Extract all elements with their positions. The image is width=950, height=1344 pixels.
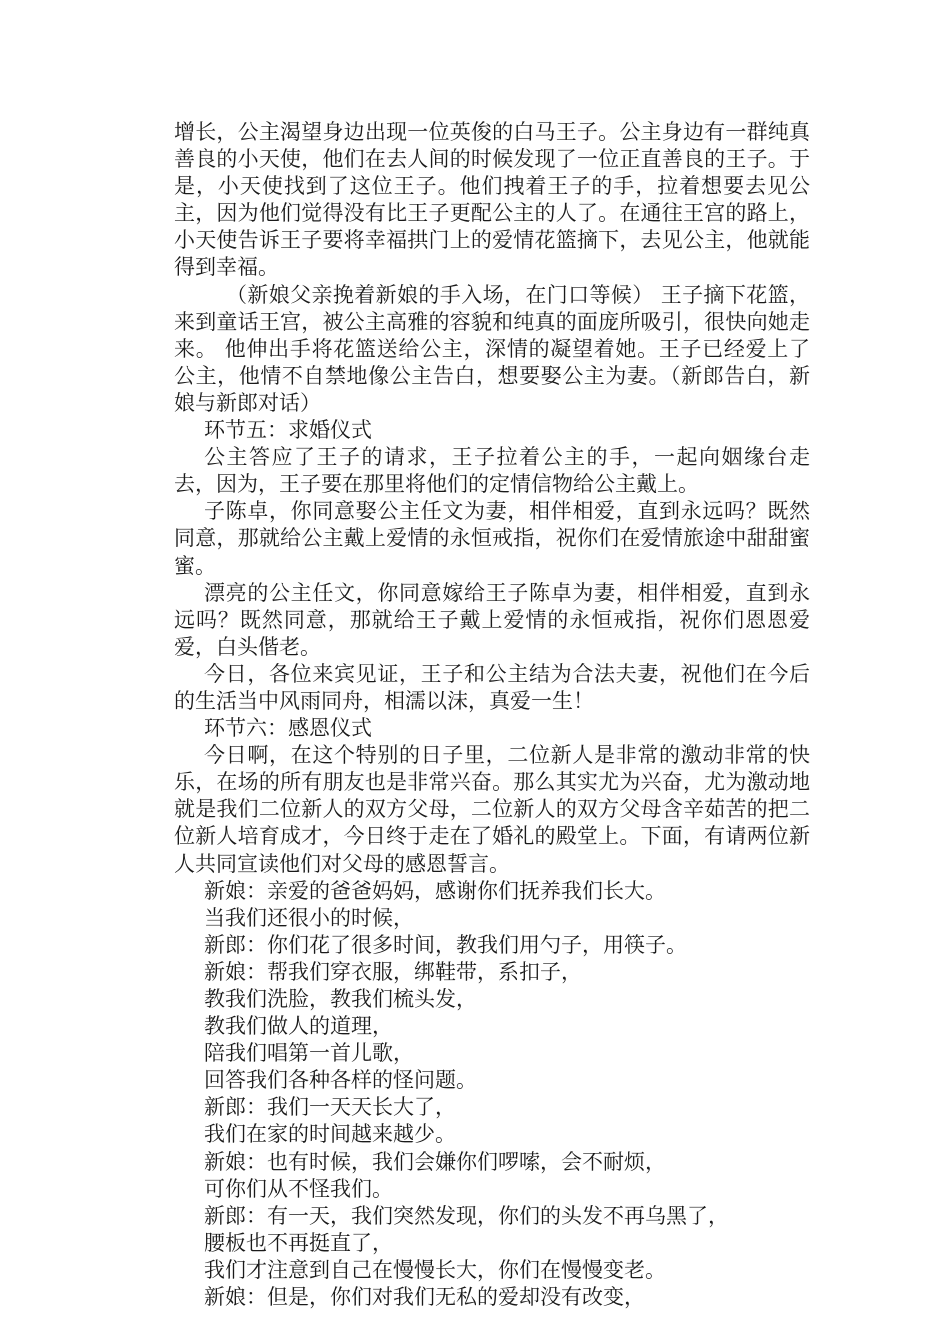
section-heading-proposal: 环节五：求婚仪式 <box>204 418 372 443</box>
vow-line: 新娘：但是，你们对我们无私的爱却没有改变， <box>204 1285 645 1310</box>
vow-line: 我们才注意到自己在慢慢长大，你们在慢慢变老。 <box>204 1257 666 1282</box>
paragraph-story-intro: 增长，公主渴望身边出现一位英俊的白马王子。公主身边有一群纯真善良的小天使，他们在去人间的时候发现了一位正直善良的王子。于是，小天使找到了这位王子。他们拽着王子的手，拉着想要去见公主，因为他们觉得没有比王子更配公主的人了。在通往王宫的路上，小天使告诉王子要将幸福拱门上的爱情花篮摘下，去见公主，他就能得到幸福。 <box>174 120 810 280</box>
vow-line: 新娘：也有时候，我们会嫌你们啰嗦，会不耐烦， <box>204 1149 666 1174</box>
vow-line: 回答我们各种各样的怪问题。 <box>204 1068 477 1093</box>
vow-line: 我们在家的时间越来越少。 <box>204 1122 456 1147</box>
vow-line: 新郎：有一天，我们突然发现，你们的头发不再乌黑了， <box>204 1203 729 1228</box>
vow-line: 教我们洗脸，教我们梳头发， <box>204 987 477 1011</box>
section-heading-gratitude: 环节六：感恩仪式 <box>204 716 372 741</box>
document-body <box>174 119 810 1311</box>
vow-line: 新娘：帮我们穿衣服，绑鞋带，系扣子， <box>204 959 582 984</box>
vow-line: 教我们做人的道理， <box>204 1014 393 1039</box>
paragraph-witness: 今日，各位来宾见证，王子和公主结为合法夫妻，祝他们在今后的生活当中风雨同舟，相濡以沫，真爱一生！ <box>174 661 810 713</box>
vow-line: 当我们还很小的时候， <box>204 905 414 930</box>
paragraph-proposal-walk: 公主答应了王子的请求，王子拉着公主的手，一起向姻缘台走去，因为，王子要在那里将他们的定情信物给公主戴上。 <box>174 445 810 497</box>
paragraph-bride-entrance: （新娘父亲挽着新娘的手入场，在门口等候） 王子摘下花篮，来到童话王宫，被公主高雅的容貌和纯真的面庞所吸引，很快向她走来。 他伸出手将花篮送给公主，深情的凝望着她。王子已经爱上了公主，他情不自禁地像公主告白，想要娶公主为妻。（新郎告白，新娘与新郎对话） <box>174 282 810 415</box>
vow-line: 新郎：我们一天天长大了， <box>204 1095 456 1120</box>
vow-line: 陪我们唱第一首儿歌， <box>204 1041 414 1066</box>
paragraph-gratitude-intro: 今日啊，在这个特别的日子里，二位新人是非常的激动非常的快乐，在场的所有朋友也是非常兴奋。那么其实尤为兴奋，尤为激动地就是我们二位新人的双方父母，二位新人的双方父母含辛茹苦的把二位新人培育成才，今日终于走在了婚礼的殿堂上。下面，有请两位新人共同宣读他们对父母的感恩誓言。 <box>174 743 810 876</box>
vow-line: 新娘：亲爱的爸爸妈妈，感谢你们抚养我们长大。 <box>204 878 666 903</box>
paragraph-bride-vow: 漂亮的公主任文，你同意嫁给王子陈卓为妻，相伴相爱，直到永远吗？既然同意，那就给王子戴上爱情的永恒戒指，祝你们恩恩爱爱，白头偕老。 <box>174 580 810 659</box>
vow-line: 腰板也不再挺直了， <box>204 1230 393 1255</box>
paragraph-groom-vow: 子陈卓，你同意娶公主任文为妻，相伴相爱，直到永远吗？既然同意，那就给公主戴上爱情的永恒戒指，祝你们在爱情旅途中甜甜蜜蜜。 <box>174 499 810 578</box>
vow-line: 新郎：你们花了很多时间，教我们用勺子，用筷子。 <box>204 932 687 957</box>
vow-line: 可你们从不怪我们。 <box>204 1176 393 1201</box>
